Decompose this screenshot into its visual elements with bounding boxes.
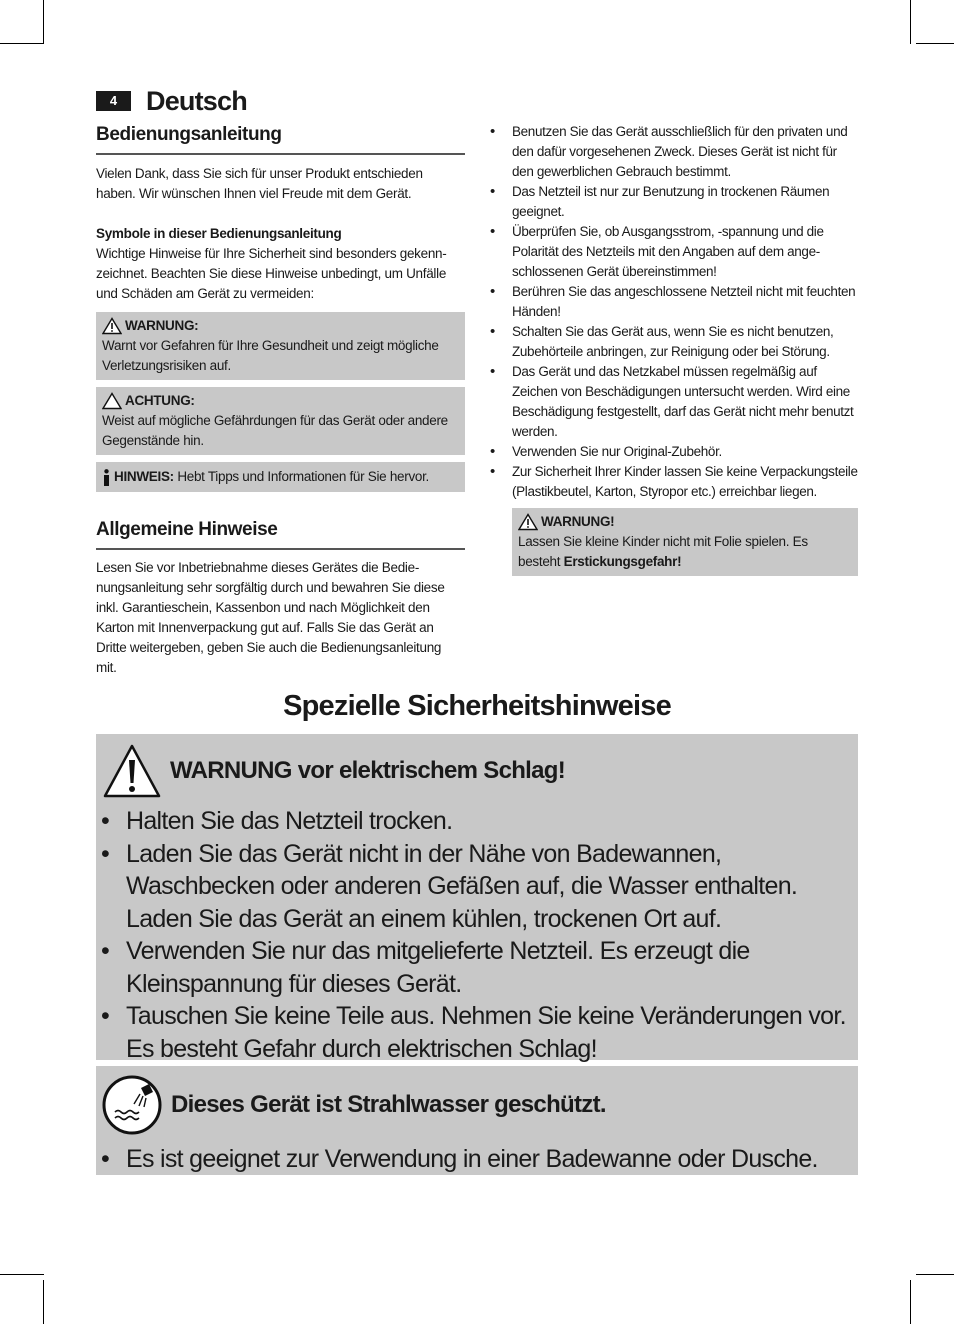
- crop-mark: [43, 1280, 44, 1324]
- symbols-heading: Symbole in dieser Bedienungsanleitung: [96, 226, 342, 241]
- special-safety-title: Spezielle Sicherheitshinweise: [283, 690, 671, 722]
- large-warning-triangle-icon: [102, 743, 162, 799]
- safety-bullet-list: [490, 122, 858, 502]
- electric-warning-box: [96, 734, 858, 1063]
- warning-text: Warnt vor Gefahren für Ihre Gesundheit und zeigt mögliche Verletzungsrisiken auf.: [102, 338, 439, 373]
- note-text: Hebt Tipps und Informationen für Sie hervor.: [177, 469, 430, 484]
- language-heading: Deutsch: [146, 86, 247, 116]
- list-item: • Verwenden Sie nur das mitgelieferte Netzteil. Es erzeugt die Kleinspannung für dieses Gerät.: [96, 935, 848, 1000]
- list-item: • Tauschen Sie keine Teile aus. Nehmen Sie keine Veränderungen vor. Es besteht Gefahr durch elektrischen Schlag!: [96, 1000, 848, 1065]
- warning-triangle-icon: [102, 317, 122, 335]
- list-item: • Verwenden Sie nur Original-Zubehör.: [490, 442, 858, 462]
- list-item: • Halten Sie das Netzteil trocken.: [96, 805, 848, 838]
- note-box: [96, 462, 465, 492]
- left-column: [96, 122, 465, 678]
- section-title-allgemeine-hinweise: Allgemeine Hinweise: [96, 517, 465, 550]
- child-warning-text: [518, 532, 852, 572]
- water-bullet-list: [96, 1143, 858, 1176]
- child-warning-box: [512, 508, 858, 576]
- crop-mark: [0, 43, 44, 44]
- water-protection-icon: [101, 1074, 163, 1136]
- caution-title: ACHTUNG:: [125, 393, 195, 408]
- list-item: • Berühren Sie das angeschlossene Netzteil nicht mit feuchten Händen!: [490, 282, 858, 322]
- list-item: • Laden Sie das Gerät nicht in der Nähe von Badewannen, Waschbecken oder anderen Gefäßen auf, die Wasser enthalten. Laden Sie das Gerät an einem kühlen, trockenen Ort auf.: [96, 838, 848, 936]
- list-item: • Schalten Sie das Gerät aus, wenn Sie es nicht benutzen, Zubehörteile anbringen, zur Reinigung oder bei Störung.: [490, 322, 858, 362]
- caution-triangle-icon: [102, 392, 122, 410]
- water-protection-box: [96, 1066, 858, 1175]
- crop-mark: [916, 43, 954, 44]
- crop-mark: [910, 1280, 911, 1324]
- caution-text: Weist auf mögliche Gefährdungen für das Gerät oder andere Gegenstände hin.: [102, 413, 448, 448]
- general-text: Lesen Sie vor Inbetriebnahme dieses Gerätes die Bedienungsanleitung sehr sorgfältig durch und bewahren Sie diese inkl. Garantieschein, Kassenbon und nach Möglichkeit den Karton mit Innenverpackung gut auf. Falls Sie das Gerät an Dritte weitergeben, geben Sie auch die Bedienungsanleitung mit.: [96, 560, 445, 675]
- water-protection-title: Dieses Gerät ist Strahlwasser geschützt.: [171, 1091, 606, 1118]
- crop-mark: [0, 1274, 44, 1275]
- caution-box: [96, 387, 465, 455]
- list-item: • Das Netzteil ist nur zur Benutzung in trockenen Räumen geeignet.: [490, 182, 858, 222]
- list-item: • Es ist geeignet zur Verwendung in einer Badewanne oder Dusche.: [96, 1143, 858, 1176]
- warning-triangle-icon: [518, 513, 538, 531]
- list-item: • Überprüfen Sie, ob Ausgangsstrom, -spannung und die Polarität des Netzteils mit den Angaben auf dem angeschlossenen Gerät übereinstimmen!: [490, 222, 858, 282]
- section-title-bedienungsanleitung: Bedienungsanleitung: [96, 122, 465, 155]
- electric-bullet-list: [96, 805, 858, 1065]
- list-item: • Zur Sicherheit Ihrer Kinder lassen Sie keine Verpackungsteile (Plastikbeutel, Karton, Styropor etc.) erreichbar liegen.: [490, 462, 858, 502]
- child-warning-body: Lassen Sie kleine Kinder nicht mit Folie spielen. Es besteht: [518, 534, 808, 569]
- right-column: [490, 122, 858, 576]
- warning-title: WARNUNG:: [125, 318, 199, 333]
- crop-mark: [910, 0, 911, 44]
- warning-box: [96, 312, 465, 380]
- intro-text: Vielen Dank, dass Sie sich für unser Produkt entschieden haben. Wir wünschen Ihnen viel Freude mit dem Gerät.: [96, 166, 423, 201]
- info-icon: [102, 469, 111, 486]
- note-title: HINWEIS:: [114, 469, 174, 484]
- symbols-text: Wichtige Hinweise für Ihre Sicherheit sind besonders gekennzeichnet. Beachten Sie diese Hinweise unbedingt, um Unfälle und Schäden am Gerät zu vermeiden:: [96, 246, 447, 301]
- list-item: • Benutzen Sie das Gerät ausschließlich für den privaten und den dafür vorgesehenen Zweck. Dieses Gerät ist nicht für den gewerblichen Gebrauch bestimmt.: [490, 122, 858, 182]
- page-number: 4: [96, 91, 131, 111]
- child-warning-title: WARNUNG!: [541, 514, 615, 529]
- crop-mark: [43, 0, 44, 44]
- child-warning-emphasis: Erstickungsgefahr!: [563, 554, 682, 569]
- electric-warning-title: WARNUNG vor elektrischem Schlag!: [170, 757, 566, 784]
- list-item: • Das Gerät und das Netzkabel müssen regelmäßig auf Zeichen von Beschädigungen untersucht werden. Wird eine Beschädigung festgestellt, darf das Gerät nicht mehr benutzt werden.: [490, 362, 858, 442]
- crop-mark: [916, 1274, 954, 1275]
